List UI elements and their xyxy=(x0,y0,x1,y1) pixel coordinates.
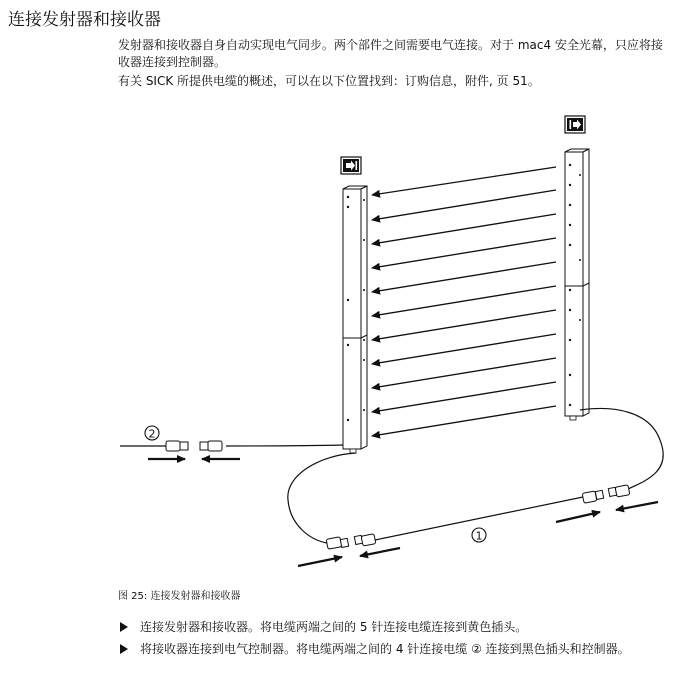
svg-text:1: 1 xyxy=(475,529,483,543)
instruction-text: 将接收器连接到电气控制器。将电缆两端之间的 4 针连接电缆 ② 连接到黑色插头和控制器。 xyxy=(140,642,630,656)
instruction-text: 连接发射器和接收器。将电缆两端之间的 5 针连接电缆连接到黄色插头。 xyxy=(140,620,528,634)
intro-paragraph-2: 有关 SICK 所提供电缆的概述，可以在以下位置找到：订购信息，附件, 页 51。 xyxy=(118,74,540,88)
connector-pair-1b xyxy=(582,485,630,503)
instruction-step-1 xyxy=(118,619,670,636)
connector-pair-1a xyxy=(326,534,376,549)
instruction-list xyxy=(118,619,670,663)
intro-paragraph-1: 发射器和接收器自身自动实现电气同步。两个部件之间需要电气连接。对于 mac4 安全光幕，只应将接收器连接到控制器。 xyxy=(118,38,663,69)
figure-caption: 图 25: 连接发射器和接收器 xyxy=(118,591,241,602)
svg-text:2: 2 xyxy=(148,427,156,441)
connector-pair-2 xyxy=(166,441,222,451)
receiver-icon xyxy=(341,157,361,174)
receiver-column xyxy=(343,186,367,453)
instruction-step-2 xyxy=(118,641,670,658)
sender-icon xyxy=(565,116,585,133)
sender-column xyxy=(565,149,589,420)
bullet-arrow-icon xyxy=(120,644,128,654)
page-title: 连接发射器和接收器 xyxy=(8,10,161,30)
cable-2 xyxy=(120,426,343,459)
bullet-arrow-icon xyxy=(120,622,128,632)
light-beams xyxy=(372,167,556,436)
